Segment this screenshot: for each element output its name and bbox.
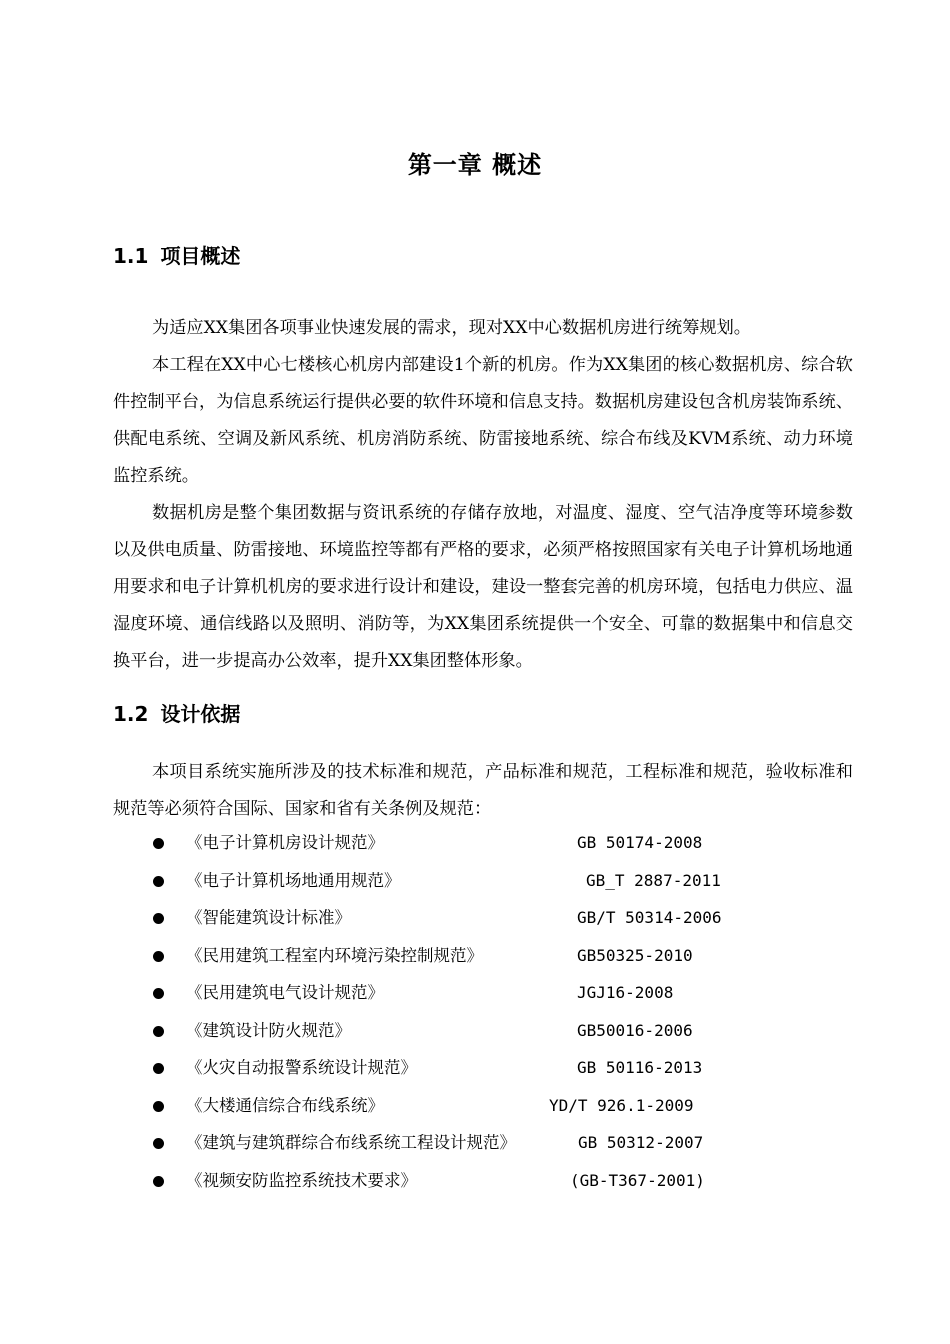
bullet-icon <box>153 951 164 962</box>
list-item <box>0 937 950 975</box>
list-item <box>0 974 950 1012</box>
section-title: 设计依据 <box>160 702 241 726</box>
standard-name: 《电子计算机场地通用规范》 <box>186 870 401 890</box>
bullet-icon <box>153 1101 164 1112</box>
standard-name: 《视频安防监控系统技术要求》 <box>186 1170 417 1190</box>
standard-code: GB 50312-2007 <box>578 1133 704 1152</box>
bullet-icon <box>153 876 164 887</box>
paragraph: 数据机房是整个集团数据与资讯系统的存储存放地，对温度、湿度、空气洁净度等环境参数以及供电质量、防雷接地、环境监控等都有严格的要求，必须严格按照国家有关电子计算机场地通用要求和电子计算机机房的要求进行设计和建设，建设一整套完善的机房环境，包括电力供应、温湿度环境、通信线路以及照明、消防等，为XX集团系统提供一个安全、可靠的数据集中和信息交换平台，进一步提高办公效率，提升XX集团整体形象。 <box>113 503 853 671</box>
list-item <box>0 1124 950 1162</box>
list-item <box>0 1162 950 1200</box>
standard-name: 《民用建筑工程室内环境污染控制规范》 <box>186 945 483 965</box>
paragraph: 本工程在XX中心七楼核心机房内部建设1个新的机房。作为XX集团的核心数据机房、综合软件控制平台，为信息系统运行提供必要的软件环境和信息支持。数据机房建设包含机房装饰系统、供配电系统、空调及新风系统、机房消防系统、防雷接地系统、综合布线及KVM系统、动力环境监控系统。 <box>113 355 853 486</box>
standard-code: YD/T 926.1-2009 <box>549 1095 694 1115</box>
paragraph: 本项目系统实施所涉及的技术标准和规范，产品标准和规范，工程标准和规范，验收标准和规范等必须符合国际、国家和省有关条例及规范： <box>113 762 853 819</box>
list-item <box>0 899 950 937</box>
bullet-icon <box>153 1138 164 1149</box>
section-number: 1.2 <box>113 702 149 726</box>
section-heading-1-2 <box>113 700 240 728</box>
standard-code: (GB-T367-2001) <box>570 1170 705 1190</box>
paragraph: 为适应XX集团各项事业快速发展的需求，现对XX中心数据机房进行统筹规划。 <box>152 318 751 338</box>
bullet-icon <box>153 1176 164 1187</box>
standard-code: GB_T 2887-2011 <box>586 870 721 890</box>
standard-name: 《智能建筑设计标准》 <box>186 908 351 927</box>
standard-name: 《火灾自动报警系统设计规范》 <box>186 1058 417 1077</box>
standard-name: 《大楼通信综合布线系统》 <box>186 1095 384 1115</box>
list-item <box>0 862 950 900</box>
standard-code: GB 50116-2013 <box>577 1058 703 1077</box>
list-item <box>0 1087 950 1125</box>
standard-name: 《建筑设计防火规范》 <box>186 1020 351 1040</box>
standard-code: JGJ16-2008 <box>577 983 674 1002</box>
bullet-icon <box>153 988 164 999</box>
standard-name: 《电子计算机房设计规范》 <box>186 833 384 852</box>
chapter-title: 第一章 概述 <box>407 151 543 179</box>
section-title: 项目概述 <box>160 244 241 268</box>
bullet-icon <box>153 1026 164 1037</box>
list-item <box>0 1012 950 1050</box>
section-number: 1.1 <box>113 244 149 268</box>
standard-code: GB50016-2006 <box>577 1020 693 1040</box>
standard-code: GB50325-2010 <box>577 945 693 965</box>
standard-name: 《建筑与建筑群综合布线系统工程设计规范》 <box>186 1133 516 1152</box>
standard-code: GB/T 50314-2006 <box>577 908 722 927</box>
list-item <box>0 824 950 862</box>
bullet-icon <box>153 1063 164 1074</box>
bullet-icon <box>153 838 164 849</box>
standard-name: 《民用建筑电气设计规范》 <box>186 983 384 1002</box>
standard-code: GB 50174-2008 <box>577 833 703 852</box>
standards-list <box>0 824 950 1199</box>
bullet-icon <box>153 913 164 924</box>
list-item <box>0 1049 950 1087</box>
section-heading-1-1 <box>113 242 240 270</box>
